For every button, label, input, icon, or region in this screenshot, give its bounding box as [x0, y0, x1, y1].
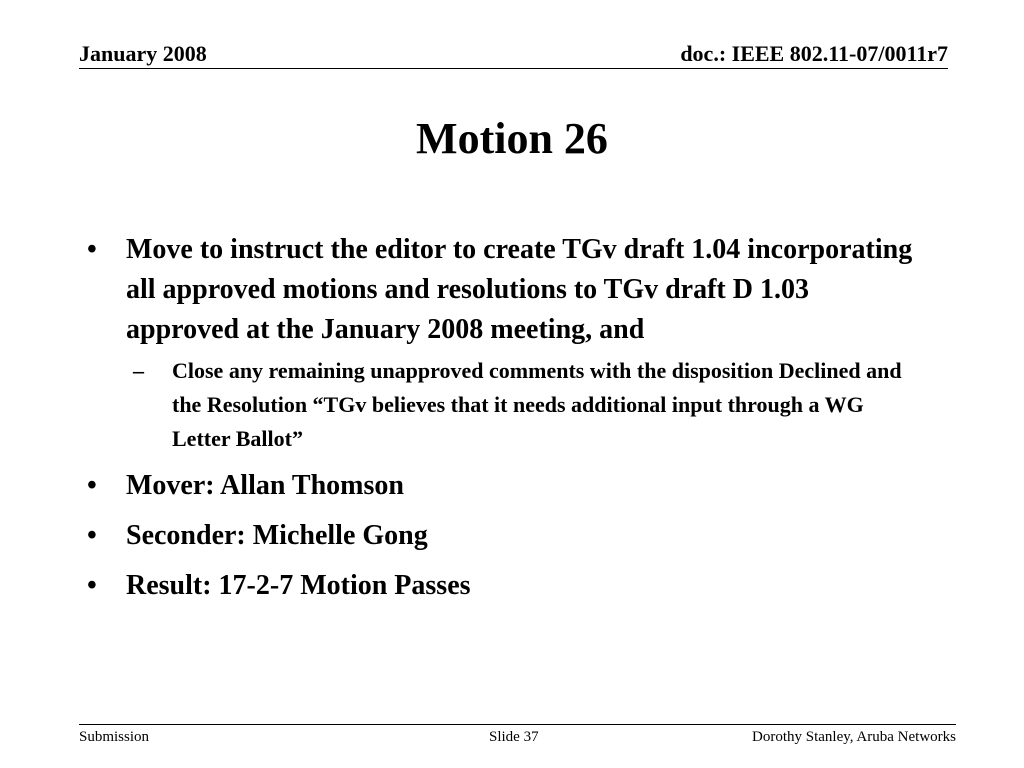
header-doc-id: doc.: IEEE 802.11-07/0011r7	[680, 41, 948, 66]
footer-divider	[79, 724, 956, 725]
bullet-mover	[87, 466, 927, 506]
footer-author: Dorothy Stanley, Aruba Networks	[752, 729, 956, 745]
sub-bullet-text: Close any remaining unapproved comments with the disposition Declined and the Resolution “TGv believes that it needs additional input through a WG Letter Ballot”	[172, 358, 902, 451]
bullet-marker: •	[87, 234, 97, 265]
slide-body	[87, 230, 927, 606]
bullet-marker: •	[87, 520, 97, 551]
bullet-marker: •	[87, 570, 97, 601]
header-date: January 2008	[79, 41, 207, 66]
bullet-seconder	[87, 516, 927, 556]
bullet-result	[87, 566, 927, 606]
slide-title: Motion 26	[416, 114, 608, 163]
sub-bullet-close-comments	[133, 354, 927, 456]
footer-submission: Submission	[79, 729, 150, 745]
bullet-text: Seconder: Michelle Gong	[126, 520, 428, 551]
footer-slide-number: Slide 37	[489, 729, 539, 745]
sub-bullet-marker: –	[133, 358, 144, 383]
bullet-text: Move to instruct the editor to create TGv draft 1.04 incorporating all approved motions and resolutions to TGv draft D 1.03 approved at the January 2008 meeting, and	[126, 234, 913, 345]
bullet-marker: •	[87, 470, 97, 501]
bullet-text: Mover: Allan Thomson	[126, 470, 404, 501]
bullet-motion	[87, 230, 927, 350]
header-divider	[79, 68, 948, 69]
bullet-text: Result: 17-2-7 Motion Passes	[126, 570, 471, 601]
